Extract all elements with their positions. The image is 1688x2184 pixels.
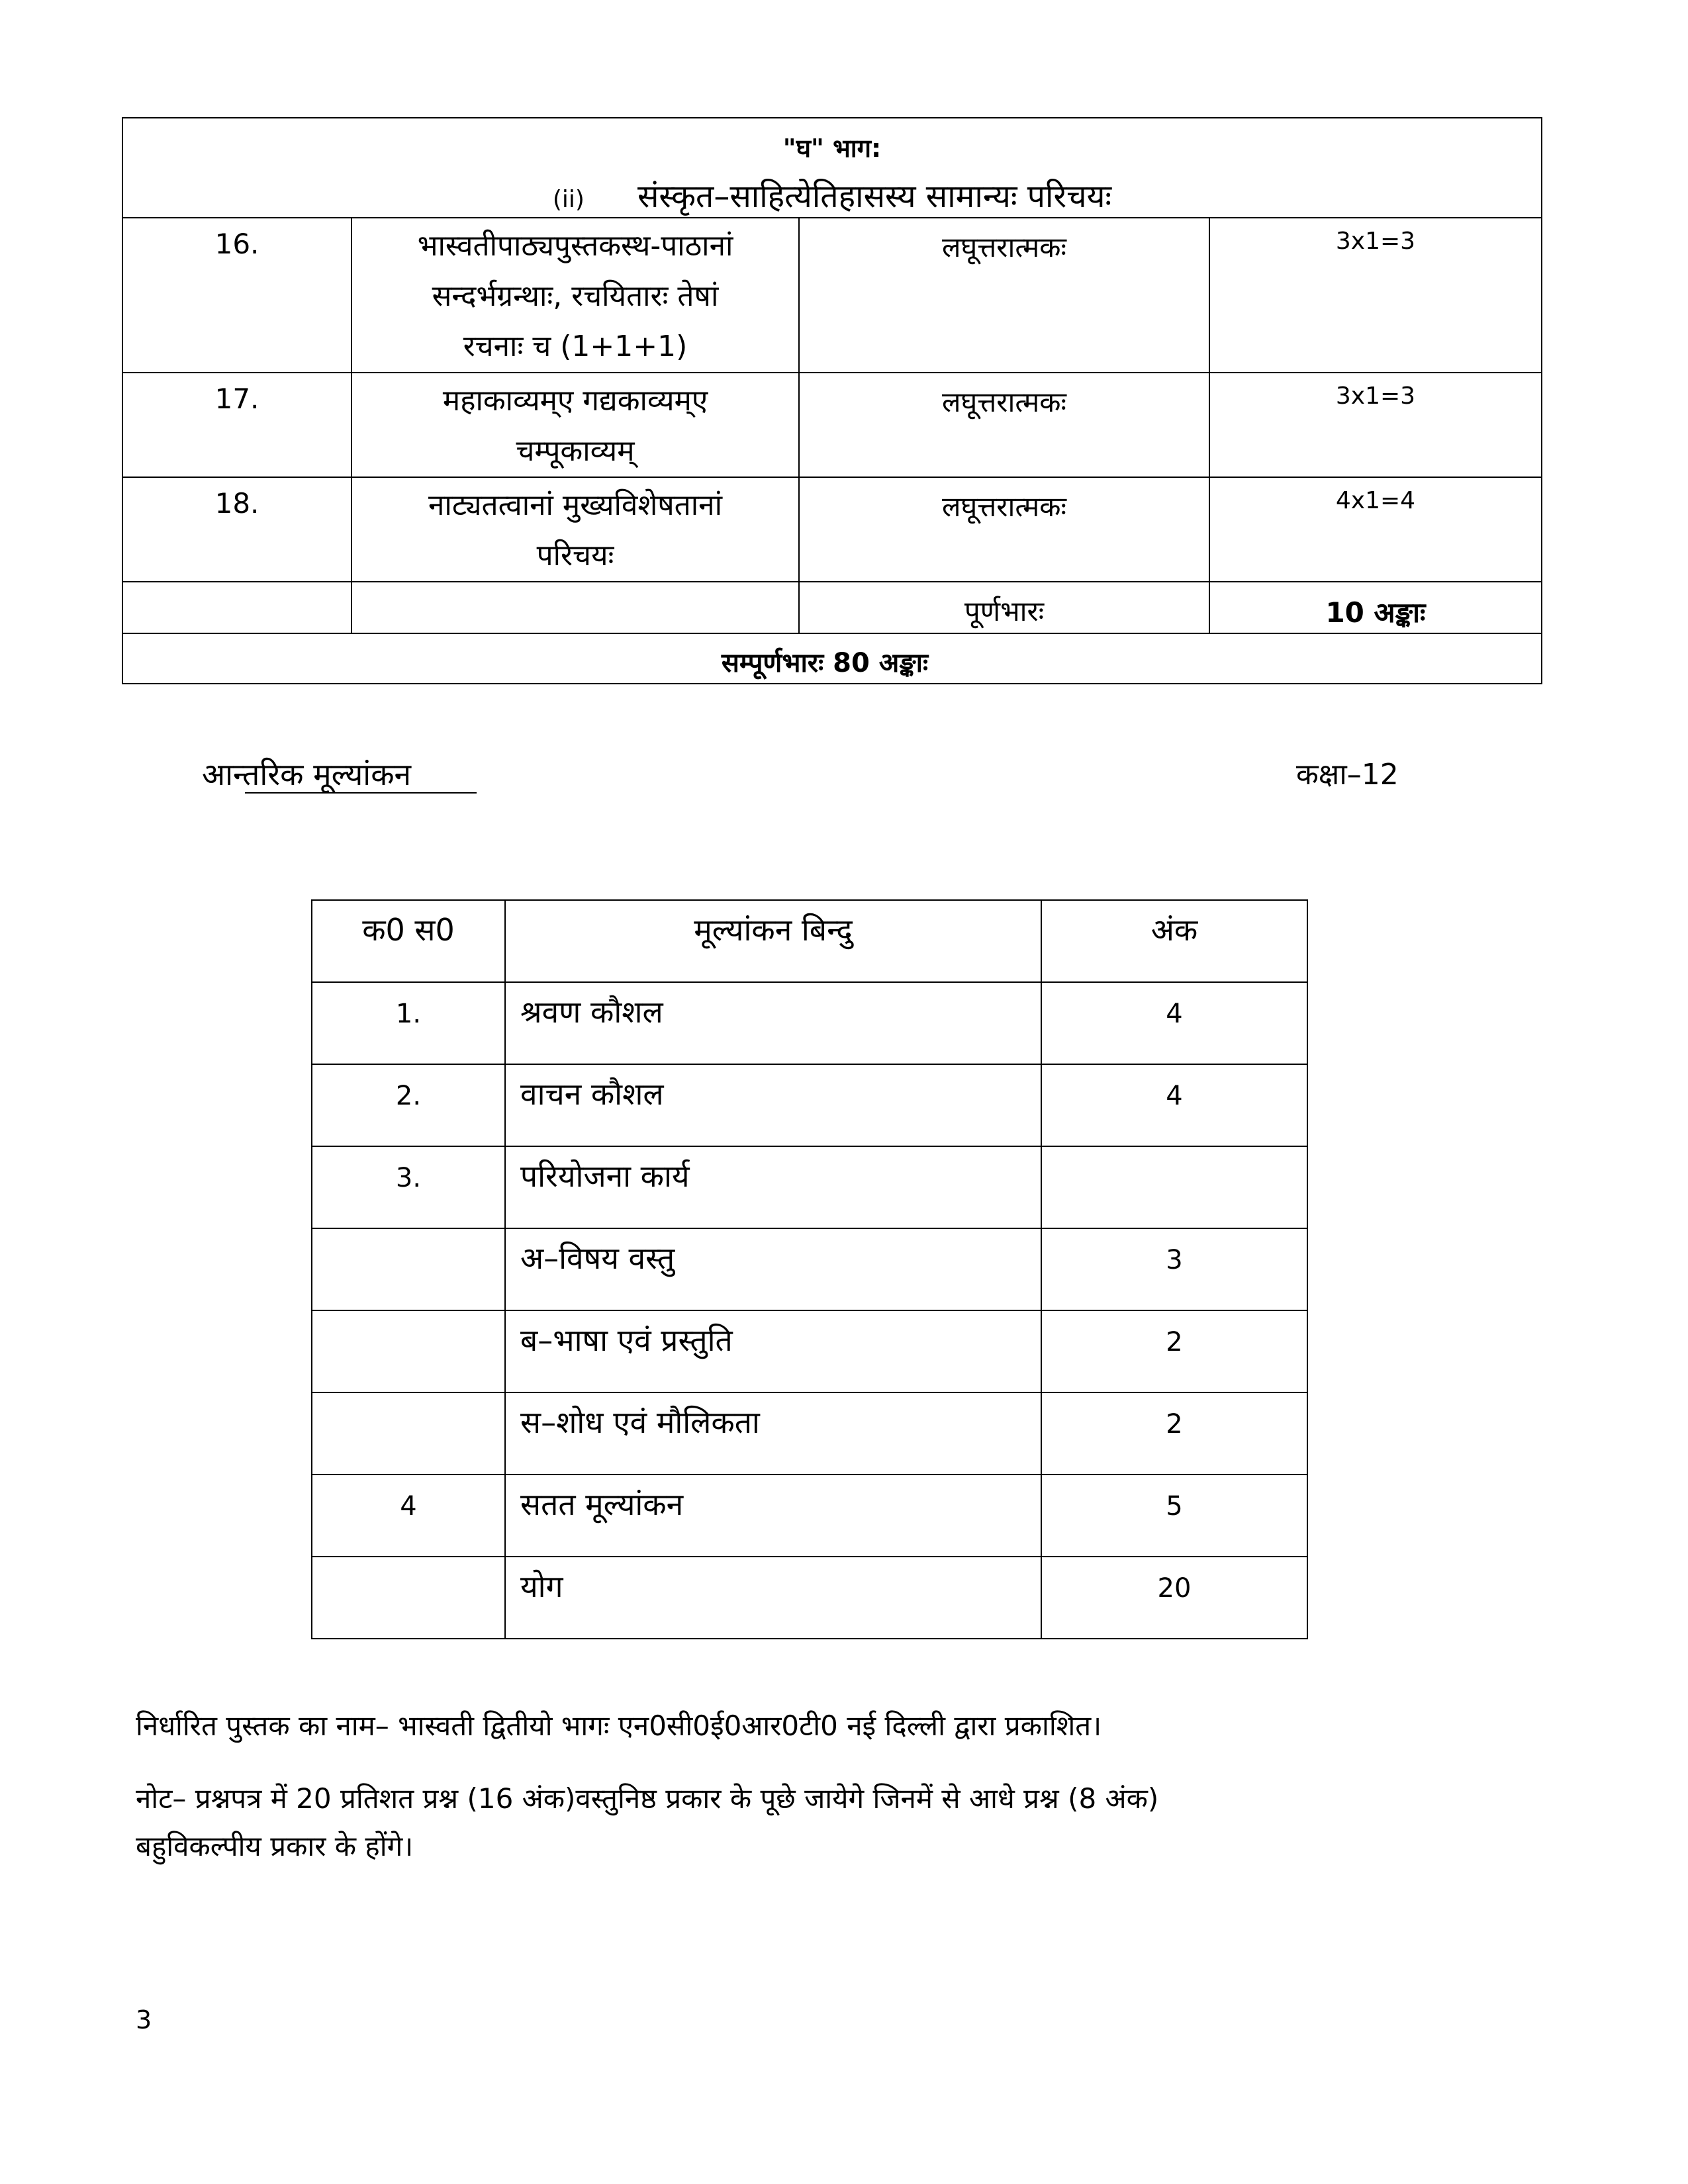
header-serial: क0 स0	[312, 900, 505, 982]
total-value: 10 अङ्काः	[1209, 582, 1542, 633]
table-row: स–शोध एवं मौलिकता 2	[312, 1392, 1307, 1475]
question-marks: 3x1=3	[1209, 218, 1542, 373]
grand-total-row	[122, 633, 1542, 684]
question-number: 18.	[122, 477, 352, 582]
table-row: अ–विषय वस्तु 3	[312, 1228, 1307, 1310]
question-number: 16.	[122, 218, 352, 373]
question-row-18	[122, 477, 1542, 582]
total-label: पूर्णभारः	[799, 582, 1209, 633]
section-gha-table	[122, 117, 1542, 684]
table-row: 1. श्रवण कौशल 4	[312, 982, 1307, 1064]
table-row: 4 सतत मूल्यांकन 5	[312, 1475, 1307, 1557]
header-marks: अंक	[1041, 900, 1307, 982]
table-row: 2. वाचन कौशल 4	[312, 1064, 1307, 1146]
table-row: 3. परियोजना कार्य	[312, 1146, 1307, 1228]
table-total-row: योग 20	[312, 1557, 1307, 1639]
prescribed-book-line: निर्धारित पुस्तक का नाम– भास्वती द्वितीयो भागः एन0सी0ई0आर0टी0 नई दिल्ली द्वारा प्रकाशित।	[136, 1709, 1102, 1742]
table-header-row	[312, 900, 1307, 982]
question-number: 17.	[122, 373, 352, 477]
note-line-1: नोट– प्रश्नपत्र में 20 प्रतिशत प्रश्न (16 अंक)वस्तुनिष्ठ प्रकार के पूछे जायेगे जिनमें से आधे प्रश्न (8 अंक)	[136, 1782, 1159, 1815]
section-header-cell	[122, 118, 1542, 218]
section-header-row	[122, 118, 1542, 218]
subheading-text: संस्कृत–साहित्येतिहासस्य सामान्यः परिचयः	[637, 178, 1112, 215]
title-underline	[245, 792, 477, 794]
section-total-row	[122, 582, 1542, 633]
subheading-roman: (ii)	[552, 186, 585, 213]
question-type: लघूत्तरात्मकः	[799, 218, 1209, 373]
question-topic: महाकाव्यम्ए गद्यकाव्यम्ए चम्पूकाव्यम्	[352, 373, 799, 477]
question-type: लघूत्तरात्मकः	[799, 373, 1209, 477]
section-subheading	[123, 174, 1541, 217]
internal-assessment-title: आन्तरिक मूल्यांकन	[202, 756, 412, 792]
question-topic: नाट्यतत्वानां मुख्यविशेषतानां परिचयः	[352, 477, 799, 582]
table-row: ब–भाषा एवं प्रस्तुति 2	[312, 1310, 1307, 1392]
question-row-17	[122, 373, 1542, 477]
question-row-16	[122, 218, 1542, 373]
page-number: 3	[136, 2005, 152, 2034]
note-line-2: बहुविकल्पीय प्रकार के होंगे।	[136, 1830, 414, 1862]
question-type: लघूत्तरात्मकः	[799, 477, 1209, 582]
grand-total: सम्पूर्णभारः 80 अङ्काः	[721, 648, 929, 678]
question-marks: 4x1=4	[1209, 477, 1542, 582]
header-point: मूल्यांकन बिन्दु	[505, 900, 1041, 982]
class-label: कक्षा–12	[1296, 758, 1399, 792]
section-heading: "घ" भाग:	[782, 134, 882, 163]
internal-assessment-table	[311, 899, 1308, 1639]
question-marks: 3x1=3	[1209, 373, 1542, 477]
question-topic: भास्वतीपाठ्यपुस्तकस्थ-पाठानां सन्दर्भग्रन्थाः, रचयितारः तेषां रचनाः च (1+1+1)	[352, 218, 799, 373]
